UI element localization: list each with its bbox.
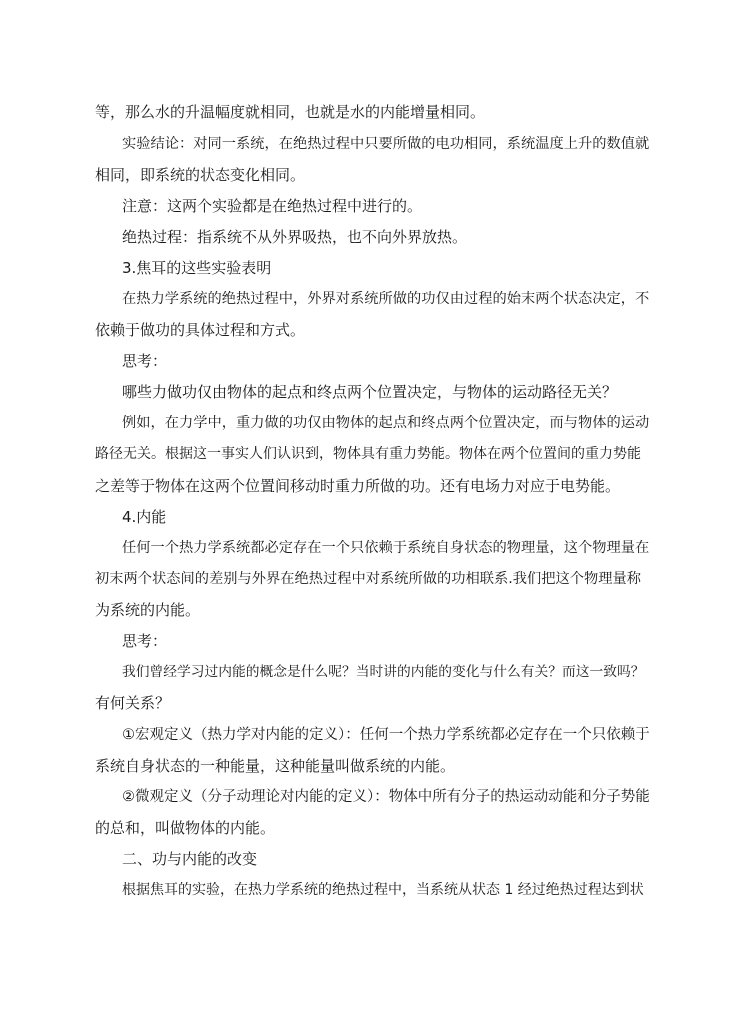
text-line: ①宏观定义（热力学对内能的定义）：任何一个热力学系统都必定存在一个只依赖于 [122, 727, 650, 743]
text-line: 依赖于做功的具体过程和方式。 [95, 321, 306, 339]
text-line: 路径无关。根据这一事实人们认识到，物体具有重力势能。物体在两个位置间的重力势能 [95, 446, 641, 462]
section-heading: 3.焦耳的这些实验表明 [122, 259, 272, 277]
text-line: 有何关系？ [95, 694, 171, 712]
text-line: 思考： [122, 632, 168, 650]
text-line: 哪些力做功仅由物体的起点和终点两个位置决定，与物体的运动路径无关？ [122, 383, 618, 401]
text-line: 绝热过程：指系统不从外界吸热，也不向外界放热。 [122, 228, 468, 246]
text-line: 思考： [122, 352, 168, 370]
text-line: 我们曾经学习过内能的概念是什么呢？当时讲的内能的变化与什么有关？而这一致吗？ [122, 664, 645, 680]
text-line: 等，那么水的升温幅度就相同，也就是水的内能增量相同。 [95, 103, 486, 121]
text-line: ②微观定义（分子动理论对内能的定义）：物体中所有分子的热运动动能和分子势能 [122, 789, 650, 805]
section-heading: 4.内能 [122, 508, 167, 526]
text-line: 初末两个状态间的差别与外界在绝热过程中对系统所做的功相联系.我们把这个物理量称 [95, 571, 642, 587]
text-line: 为系统的内能。 [95, 601, 201, 619]
text-line: 系统自身状态的一种能量，这种能量叫做系统的内能。 [95, 757, 456, 775]
text-line: 例如，在力学中，重力做的功仅由物体的起点和终点两个位置决定，而与物体的运动 [122, 415, 650, 431]
text-line: 的总和，叫做物体的内能。 [95, 819, 276, 837]
text-line: 在热力学系统的绝热过程中，外界对系统所做的功仅由过程的始末两个状态决定，不 [122, 291, 650, 307]
text-line: 相同，即系统的状态变化相同。 [95, 166, 306, 184]
text-line: 注意：这两个实验都是在绝热过程中进行的。 [122, 197, 423, 215]
text-line: 实验结论：对同一系统，在绝热过程中只要所做的电功相同，系统温度上升的数值就 [122, 136, 650, 152]
text-line: 根据焦耳的实验，在热力学系统的绝热过程中，当系统从状态 1 经过绝热过程达到状 [122, 882, 644, 898]
text-line: 任何一个热力学系统都必定存在一个只依赖于系统自身状态的物理量，这个物理量在 [122, 540, 650, 556]
text-line: 之差等于物体在这两个位置间移动时重力所做的功。还有电场力对应于电势能。 [95, 477, 621, 495]
section-heading: 二、功与内能的改变 [122, 850, 258, 868]
